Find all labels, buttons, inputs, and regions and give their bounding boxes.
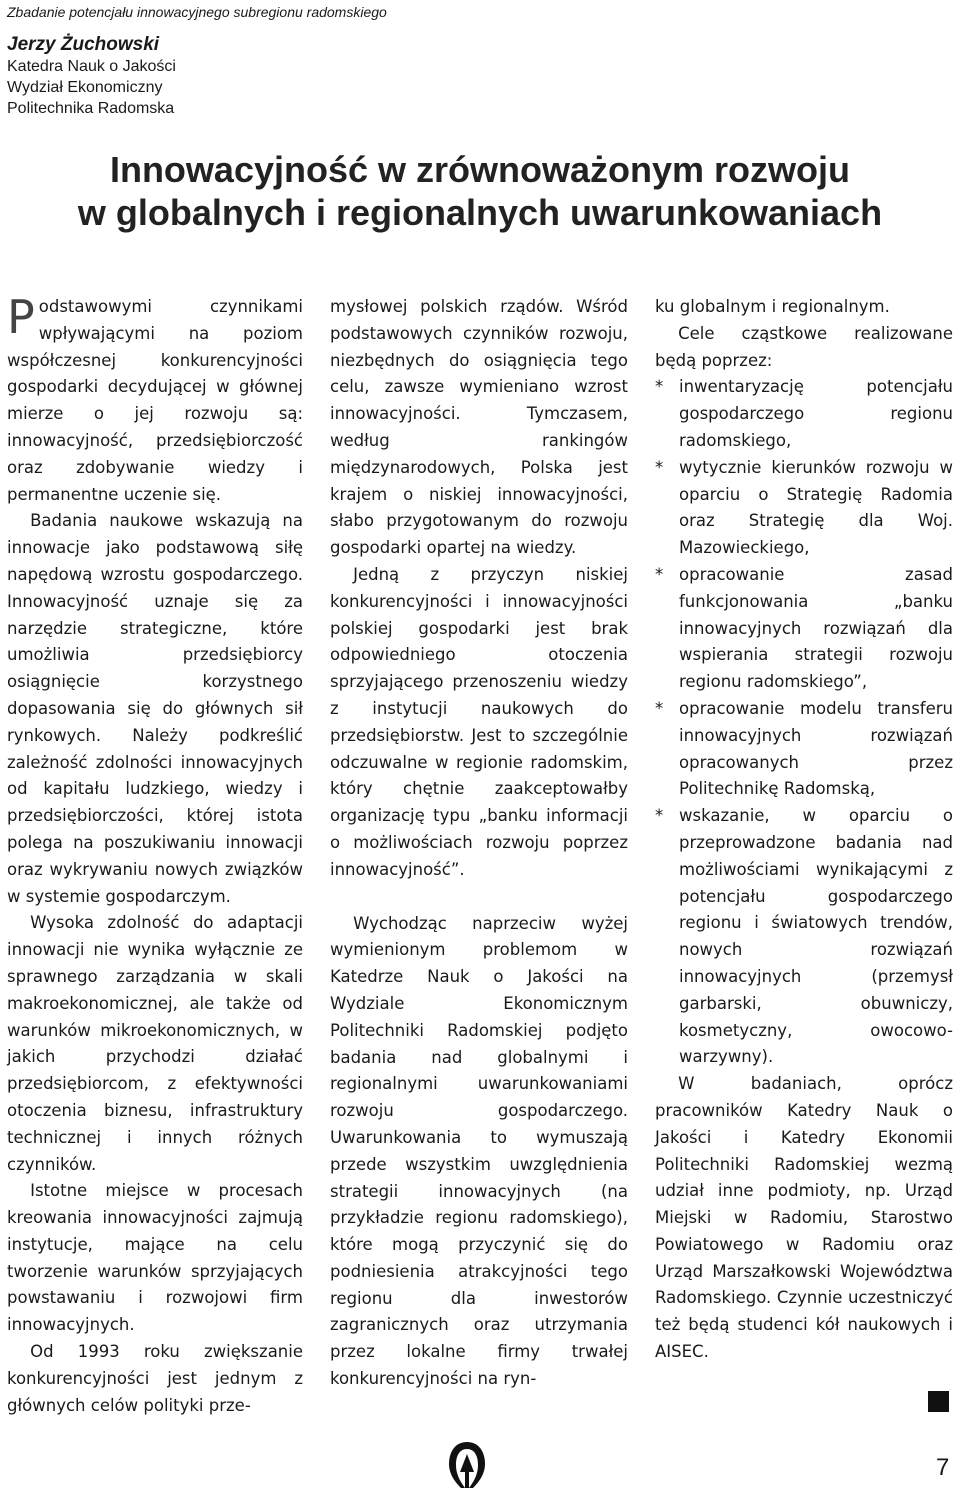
publisher-logo-icon (447, 1440, 487, 1490)
title-line-2: w globalnych i regionalnych uwarunkowaniach (77, 192, 883, 233)
header (7, 4, 607, 119)
affiliation-line: Katedra Nauk o Jakości (7, 58, 176, 75)
bullet-list (655, 374, 953, 1071)
bullet-text: wytycznie kierunków rozwoju w oparciu o Strategię Radomia oraz Strategię dla Woj. Mazowieckiego, (679, 457, 953, 558)
article-title (0, 148, 960, 234)
bullet-marker: * (655, 564, 664, 584)
paragraph: ku globalnym i regionalnym. (655, 297, 890, 316)
paragraph: W badaniach, oprócz pracowników Katedry Nauk o Jakości i Katedry Ekonomii Politechniki Radomskiej wezmą udział inne podmioty, np. Urząd Miejski w Radomiu, Starostwo Powiatowego w Radomiu oraz Urząd Marszałkowski Województwa Radomskiego. Czynnie uczestniczyć też będą studenci kół naukowych i AISEC. (655, 1074, 953, 1362)
paragraph: Od 1993 roku zwiększanie konkurencyjności jest jednym z głównych celów polityki prze- (7, 1342, 303, 1415)
affiliation-line: Politechnika Radomska (7, 100, 175, 117)
paragraph: Cele cząstkowe realizowane będą poprzez: (655, 323, 953, 370)
bullet-marker: * (655, 806, 664, 826)
bullet-item (655, 696, 953, 803)
bullet-item (655, 455, 953, 562)
paragraph: Wychodząc naprzeciw wyżej wymienionym problemom w Katedrze Nauk o Jakości na Wydziale Ekonomicznym Politechniki Radomskiej podjęto badania nad globalnymi i regionalnymi uwarunkowaniami rozwoju gospodarczego. Uwarunkowania to wymuszają przede wszystkim uwzględnienia strategii innowacyjnych (na przykładzie regionu radomskiego), które mogą przyczynić się do podniesienia atrakcyjności tego regionu dla inwestorów zagranicznych oraz utrzymania przez lokalne firmy trwałej konkurencyjności na ryn- (330, 913, 628, 1389)
paragraph-gap (330, 884, 628, 911)
paragraph: mysłowej polskich rządów. Wśród podstawowych czynników rozwoju, niezbędnych do osiągnięcia tego celu, zawsze wymieniano wzrost innowacyjności. Tymczasem, według rankingów międzynarodowych, Polska jest krajem o niskiej innowacyjności, słabo przygotowanym do rozwoju gospodarki opartej na wiedzy. (330, 297, 628, 558)
bullet-marker: * (655, 698, 664, 718)
bullet-item (655, 803, 953, 1071)
paragraph (7, 290, 303, 508)
paragraph-text: odstawowymi czynnikami wpływającymi na poziom współczesnej konkurencyjności gospodarki decydującej w głównej mierze o jej rozwoju są: innowacyjność, przedsiębiorczość oraz zdobywanie wiedzy i permanentne uczenie się. (7, 297, 303, 504)
paragraph: Istotne miejsce w procesach kreowania innowacyjności zajmują instytucje, mające na celu tworzenie warunków sprzyjających powstawaniu i rozwojowi firm innowacyjnych. (7, 1181, 303, 1335)
bullet-text: opracowanie modelu transferu innowacyjnych rozwiązań opracowanych przez Politechnikę Radomską, (679, 698, 953, 799)
drop-cap: P (7, 290, 35, 344)
bullet-marker: * (655, 377, 664, 397)
author-name: Jerzy Żuchowski (7, 34, 160, 55)
paragraph: Jedną z przyczyn niskiej konkurencyjności i innowacyjności polskiej gospodarki jest brak odpowiedniego otoczenia sprzyjającego przenoszeniu wiedzy z instytucji naukowych do przedsiębiorstw. Jest to szczególnie odczuwalne w regionie radomskim, który chętnie zaakceptowałby organizację typu „banku informacji o możliwościach rozwoju poprzez innowacyjność”. (330, 564, 628, 879)
bullet-item (655, 562, 953, 696)
title-line-1: Innowacyjność w zrównoważonym rozwoju (109, 149, 851, 190)
text-column-1 (7, 290, 303, 1419)
text-column-2 (330, 294, 628, 1393)
bullet-text: wskazanie, w oparciu o przeprowadzone badania nad możliwościami wynikającymi z potencjału gospodarczego regionu i światowych trendów, nowych rozwiązań innowacyjnych (przemysł garbarski, obuwniczy, kosmetyczny, owocowo-warzywny). (679, 806, 953, 1067)
end-of-article-mark (928, 1391, 949, 1412)
bullet-marker: * (655, 457, 664, 477)
bullet-text: opracowanie zasad funkcjonowania „banku innowacyjnych rozwiązań dla wspierania strategii rozwoju regionu radomskiego”, (679, 564, 953, 692)
bullet-text: inwentaryzację potencjału gospodarczego regionu radomskiego, (679, 377, 953, 450)
running-head: Zbadanie potencjału innowacyjnego subregionu radomskiego (7, 4, 387, 20)
paragraph: Wysoka zdolność do adaptacji innowacji nie wynika wyłącznie ze sprawnego zarządzania w skali makroekonomicznej, ale także od warunków mikroekonomicznych, w jakich przychodzi działać przedsiębiorcom, z efektywności otoczenia biznesu, infrastruktury technicznej i innych różnych czynników. (7, 913, 303, 1174)
affiliation-line: Wydział Ekonomiczny (7, 79, 163, 96)
bullet-item (655, 374, 953, 454)
page-number: 7 (936, 1454, 950, 1481)
paragraph: Badania naukowe wskazują na innowacje jako podstawową siłę napędową wzrostu gospodarczego. Innowacyjność uznaje się za narzędzie strategiczne, które umożliwia przedsiębiorcy osiągnięcie korzystnego dopasowania się do głównych sił rynkowych. Należy podkreślić zależność zdolności innowacyjnych od kapitału ludzkiego, wiedzy i przedsiębiorczości, której istota polega na poszukiwaniu innowacji oraz wykrywaniu nowych związków w systemie gospodarczym. (7, 511, 303, 906)
text-column-3 (655, 294, 953, 1366)
